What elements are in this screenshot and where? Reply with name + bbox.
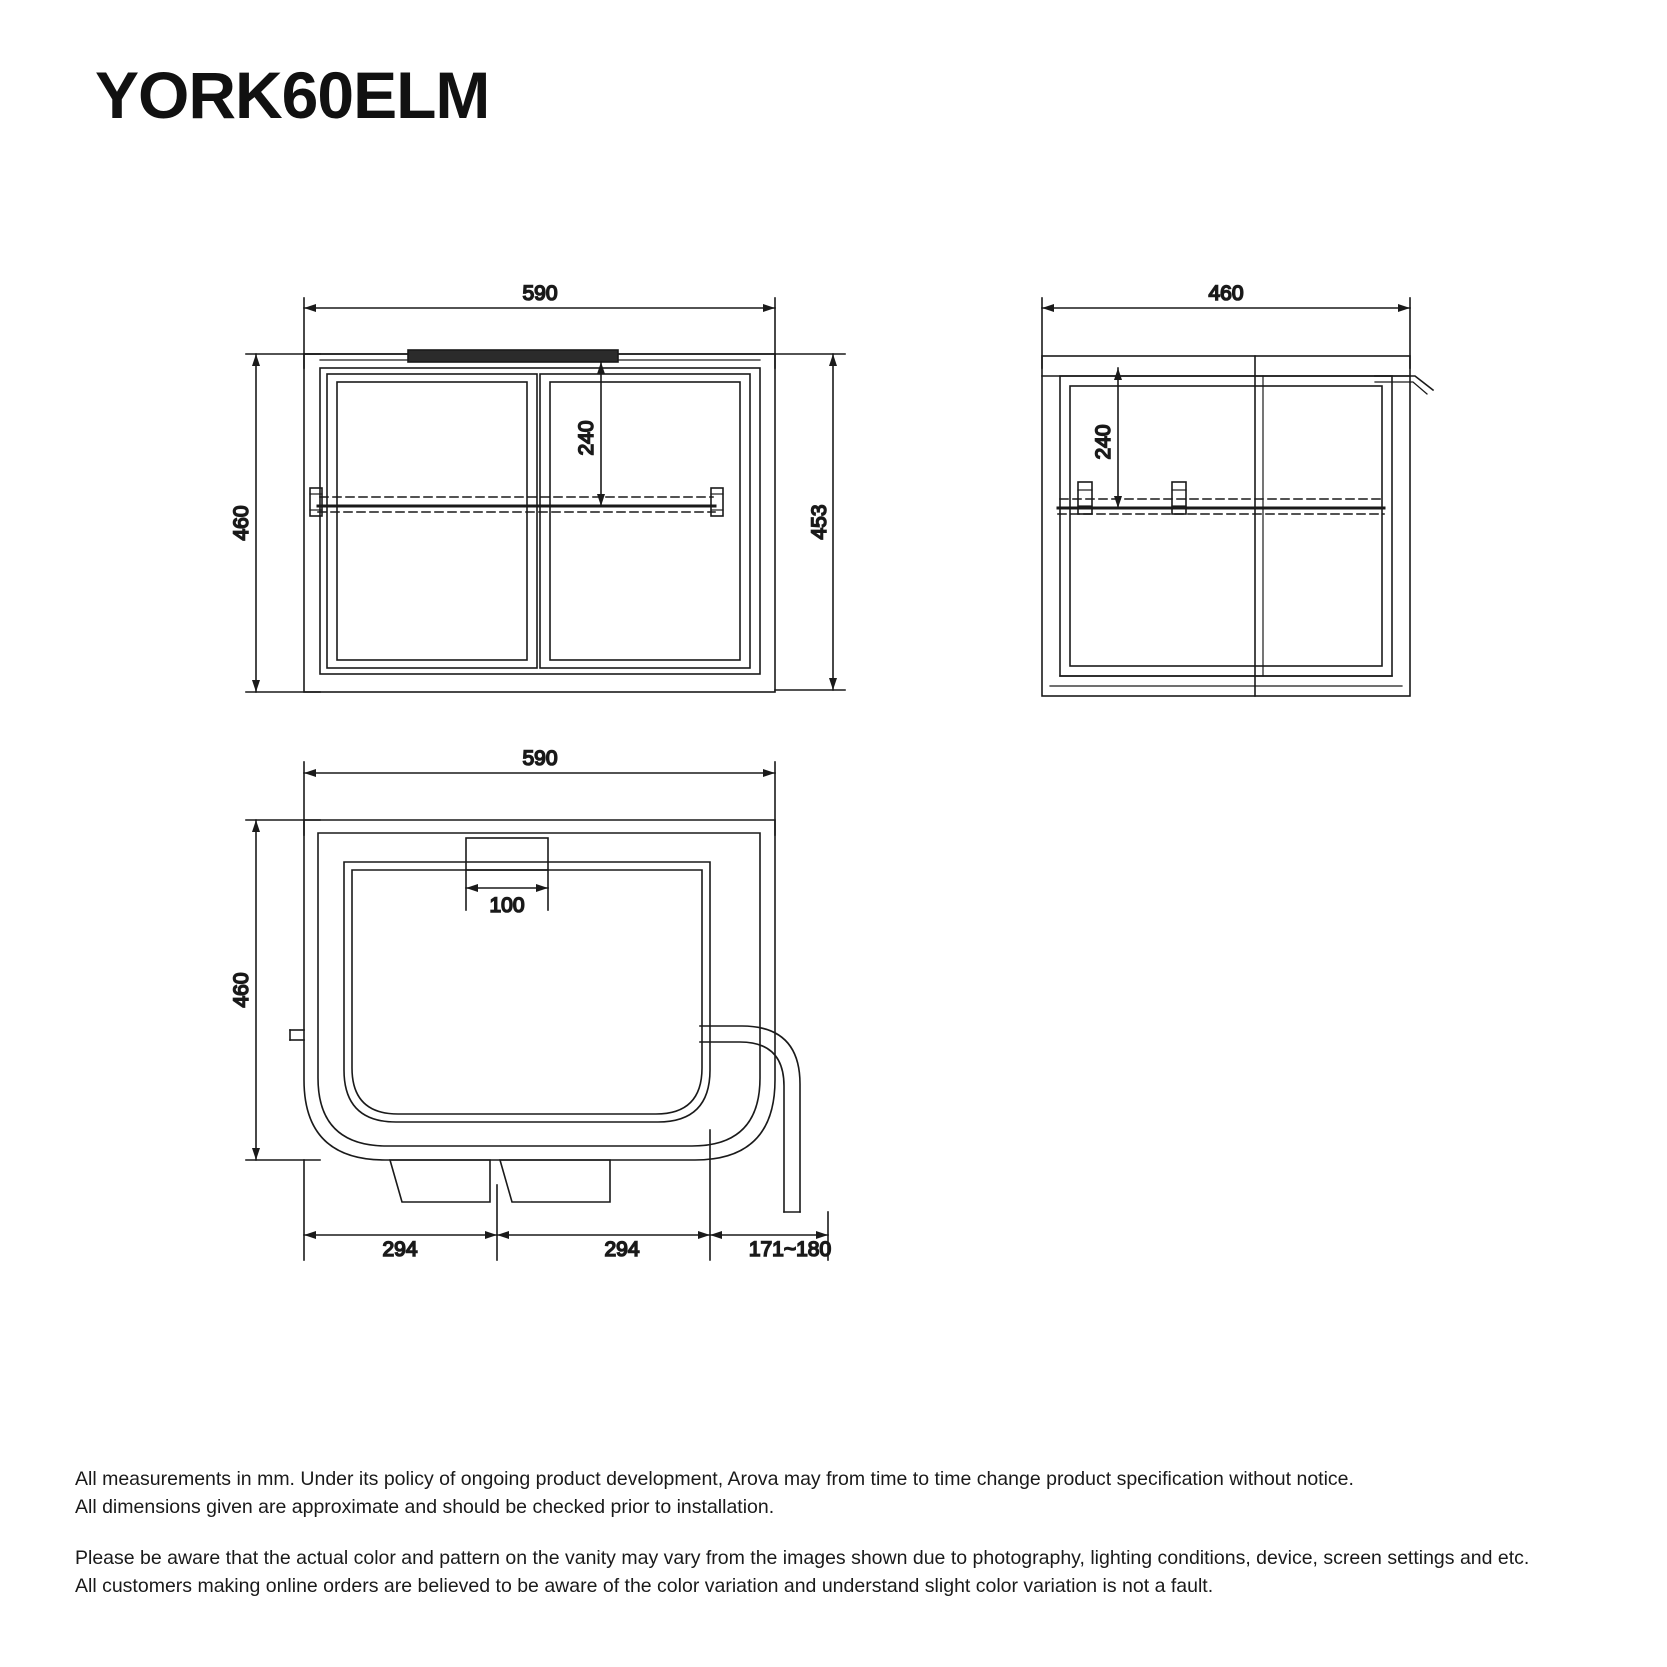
arrow-head (252, 1148, 260, 1160)
arrow-head (252, 680, 260, 692)
plan-cutout-label: 100 (489, 894, 525, 917)
plan-tap-cutout (466, 838, 548, 870)
front-door-left-panel (337, 382, 527, 660)
side-shelf-depth-label: 240 (1092, 424, 1115, 460)
front-door-right (540, 374, 750, 668)
arrow-head (1114, 368, 1122, 380)
arrow-head (252, 820, 260, 832)
arrow-head (304, 304, 316, 312)
plan-overhang-label: 171~180 (748, 1238, 832, 1261)
front-height-left-label: 460 (230, 505, 253, 541)
arrow-head (1042, 304, 1054, 312)
front-height-right-label: 453 (808, 504, 831, 540)
plan-depth-label: 460 (230, 972, 253, 1008)
plan-foot-right (500, 1160, 610, 1202)
arrow-head (698, 1231, 710, 1239)
plan-foot-left (390, 1160, 490, 1202)
technical-drawings (0, 250, 1667, 1400)
side-tap-outline (1375, 376, 1433, 390)
plan-basin-outer (304, 820, 775, 1160)
plan-basin-inner2 (352, 870, 702, 1114)
note1-line2: All dimensions given are approximate and should be checked prior to installation. (75, 1496, 775, 1519)
note2-line2: All customers making online orders are believed to be aware of the color variation and understand slight color variation is not a fault. (75, 1574, 1214, 1597)
side-tap-inner (1375, 382, 1427, 394)
note-product-development (75, 1465, 1595, 1522)
side-cabinet-inner (1060, 376, 1392, 676)
plan-basin-inner (344, 862, 710, 1122)
plan-door-right-label: 294 (604, 1238, 640, 1261)
front-elevation-view (230, 282, 845, 692)
arrow-head (252, 354, 260, 366)
plan-width-label: 590 (522, 747, 558, 770)
plan-drain-pipe-inner (700, 1042, 784, 1212)
front-door-left (327, 374, 537, 668)
side-cabinet-inner2 (1070, 386, 1382, 666)
arrow-head (536, 884, 548, 892)
arrow-head (763, 769, 775, 777)
arrow-head (710, 1231, 722, 1239)
side-cabinet-outline (1042, 356, 1410, 696)
front-basin-band (408, 350, 618, 362)
arrow-head (304, 769, 316, 777)
side-width-label: 460 (1208, 282, 1244, 305)
plan-door-left-label: 294 (382, 1238, 418, 1261)
front-width-label: 590 (522, 282, 558, 305)
arrow-head (497, 1231, 509, 1239)
note1-line1: All measurements in mm. Under its policy of ongoing product development, Arova may from time to time change product specification without notice. (75, 1468, 1354, 1490)
note-color-variation (75, 1544, 1595, 1601)
side-elevation-view (1042, 282, 1433, 696)
arrow-head (829, 354, 837, 366)
arrow-head (1114, 496, 1122, 508)
arrow-head (829, 678, 837, 690)
plan-view (230, 747, 831, 1261)
note2-line1: Please be aware that the actual color and pattern on the vanity may vary from the images shown due to photography, lighting conditions, device, screen settings and etc. (75, 1546, 1530, 1569)
arrow-head (763, 304, 775, 312)
arrow-head (304, 1231, 316, 1239)
page-title: YORK60ELM (95, 58, 490, 132)
drawing-svg (0, 250, 1667, 1400)
arrow-head (597, 494, 605, 506)
front-shelf-depth-label: 240 (575, 420, 598, 456)
arrow-head (485, 1231, 497, 1239)
arrow-head (1398, 304, 1410, 312)
footer-notes (75, 1465, 1595, 1622)
arrow-head (466, 884, 478, 892)
